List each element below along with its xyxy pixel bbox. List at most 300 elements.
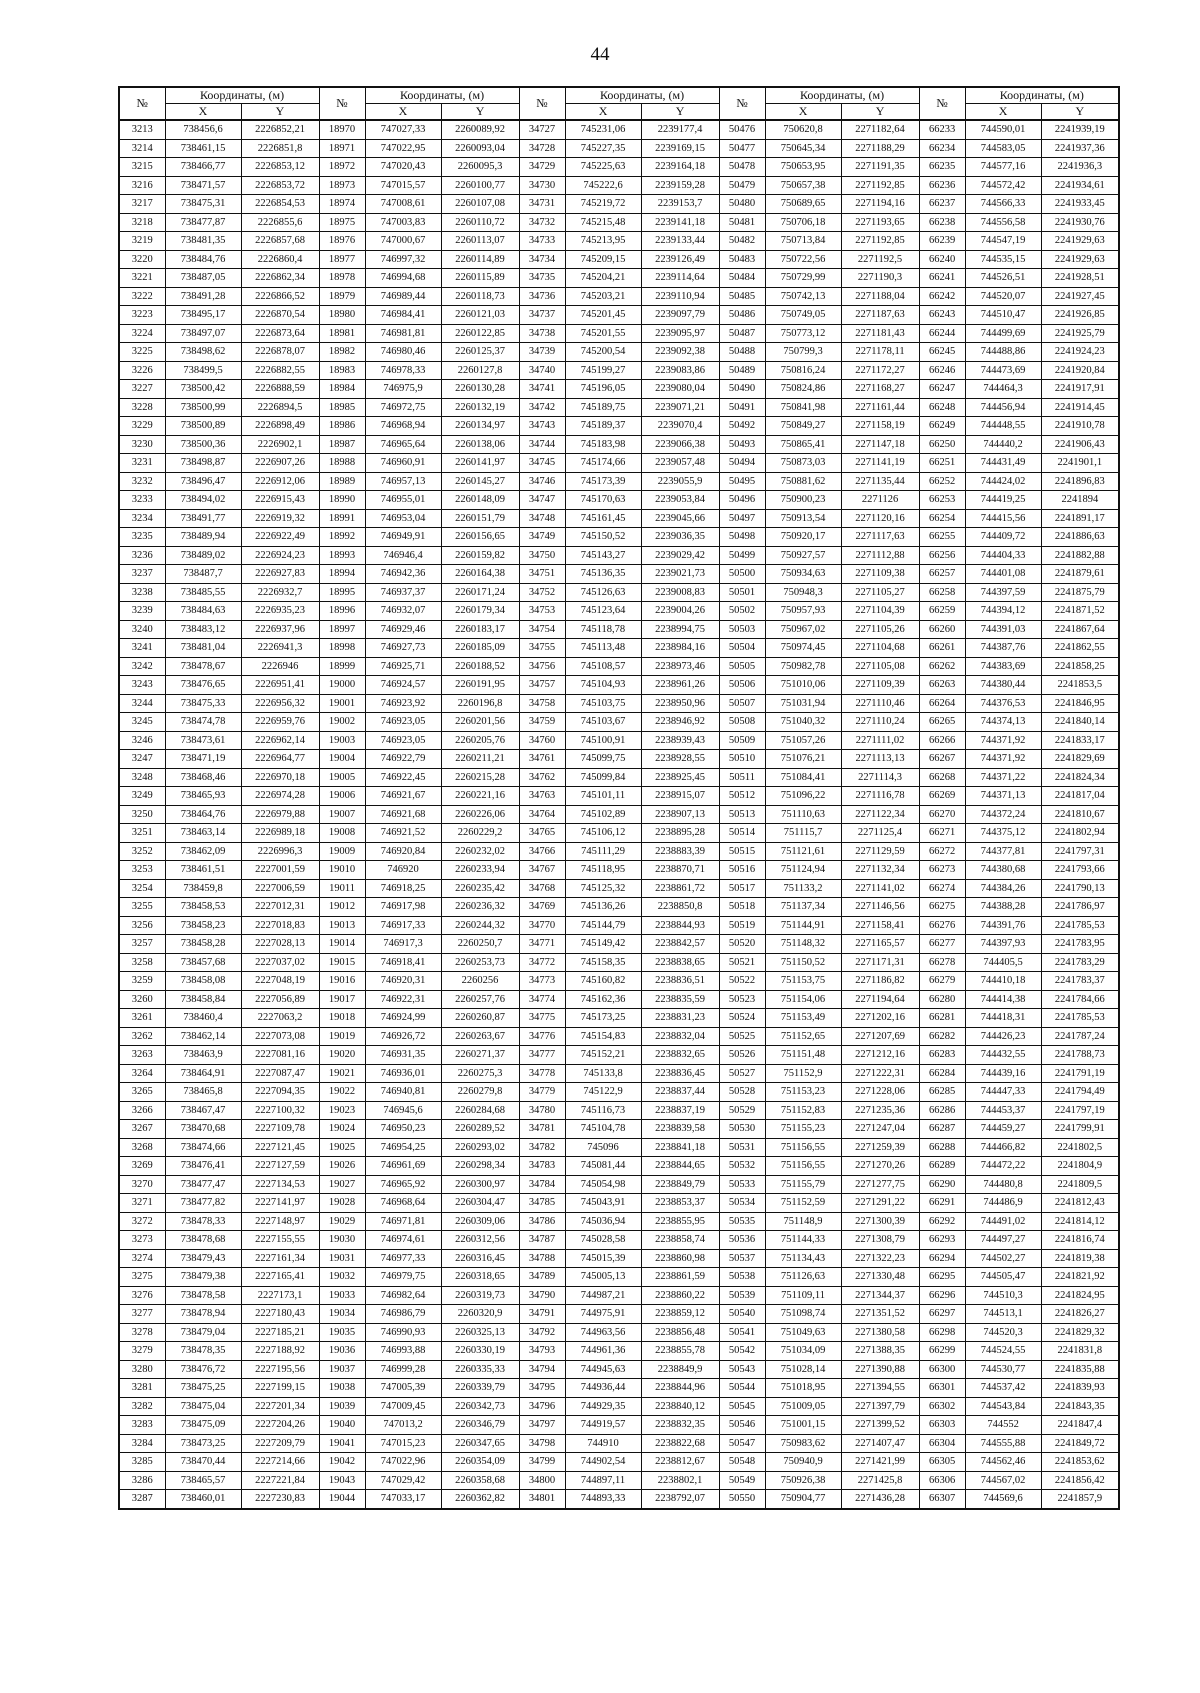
coord-y-cell: 2260179,34: [441, 602, 519, 621]
coord-x-cell: 751096,22: [765, 787, 841, 806]
point-number-cell: 18984: [319, 380, 365, 399]
point-number-cell: 66248: [919, 398, 965, 417]
coord-y-cell: 2238849,79: [641, 1175, 719, 1194]
header-num: №: [319, 87, 365, 120]
point-number-cell: 34794: [519, 1360, 565, 1379]
point-number-cell: 50512: [719, 787, 765, 806]
coord-x-cell: 738468,46: [165, 768, 241, 787]
coord-y-cell: 2241829,69: [1041, 750, 1119, 769]
coord-x-cell: 744929,35: [565, 1397, 641, 1416]
coord-x-cell: 745200,54: [565, 343, 641, 362]
coord-y-cell: 2239004,26: [641, 602, 719, 621]
coord-y-cell: 2271114,3: [841, 768, 919, 787]
point-number-cell: 34728: [519, 139, 565, 158]
coord-x-cell: 738487,7: [165, 565, 241, 584]
table-row: [119, 1434, 1119, 1453]
table-row: [119, 1157, 1119, 1176]
coord-x-cell: 747000,67: [365, 232, 441, 251]
point-number-cell: 34770: [519, 916, 565, 935]
point-number-cell: 18996: [319, 602, 365, 621]
coord-y-cell: 2239071,21: [641, 398, 719, 417]
coord-y-cell: 2241929,63: [1041, 250, 1119, 269]
point-number-cell: 3250: [119, 805, 165, 824]
point-number-cell: 18998: [319, 639, 365, 658]
point-number-cell: 3270: [119, 1175, 165, 1194]
coord-x-cell: 751155,79: [765, 1175, 841, 1194]
point-number-cell: 3245: [119, 713, 165, 732]
point-number-cell: 19009: [319, 842, 365, 861]
point-number-cell: 50549: [719, 1471, 765, 1490]
point-number-cell: 34739: [519, 343, 565, 362]
coord-y-cell: 2239110,94: [641, 287, 719, 306]
coord-y-cell: 2271171,31: [841, 953, 919, 972]
coord-x-cell: 746923,05: [365, 713, 441, 732]
table-row: [119, 1120, 1119, 1139]
coord-y-cell: 2226924,23: [241, 546, 319, 565]
coord-y-cell: 2260318,65: [441, 1268, 519, 1287]
point-number-cell: 50532: [719, 1157, 765, 1176]
coord-y-cell: 2238883,39: [641, 842, 719, 861]
coord-x-cell: 746972,75: [365, 398, 441, 417]
point-number-cell: 3272: [119, 1212, 165, 1231]
coord-y-cell: 2271111,02: [841, 731, 919, 750]
table-row: [119, 250, 1119, 269]
coord-x-cell: 751049,63: [765, 1323, 841, 1342]
coord-y-cell: 2238939,43: [641, 731, 719, 750]
coord-y-cell: 2238832,04: [641, 1027, 719, 1046]
coord-y-cell: 2226989,18: [241, 824, 319, 843]
coord-y-cell: 2226888,59: [241, 380, 319, 399]
point-number-cell: 3214: [119, 139, 165, 158]
coord-x-cell: 751076,21: [765, 750, 841, 769]
point-number-cell: 66263: [919, 676, 965, 695]
point-number-cell: 34745: [519, 454, 565, 473]
coord-y-cell: 2241783,95: [1041, 935, 1119, 954]
point-number-cell: 50496: [719, 491, 765, 510]
coord-x-cell: 738473,61: [165, 731, 241, 750]
point-number-cell: 19019: [319, 1027, 365, 1046]
coord-x-cell: 745215,48: [565, 213, 641, 232]
table-row: [119, 120, 1119, 139]
coord-y-cell: 2271104,39: [841, 602, 919, 621]
point-number-cell: 19002: [319, 713, 365, 732]
point-number-cell: 66277: [919, 935, 965, 954]
coord-x-cell: 744569,6: [965, 1490, 1041, 1509]
point-number-cell: 3268: [119, 1138, 165, 1157]
point-number-cell: 34781: [519, 1120, 565, 1139]
coord-y-cell: 2226941,3: [241, 639, 319, 658]
point-number-cell: 3247: [119, 750, 165, 769]
point-number-cell: 66302: [919, 1397, 965, 1416]
coord-x-cell: 738475,31: [165, 195, 241, 214]
coord-x-cell: 744414,38: [965, 990, 1041, 1009]
coord-x-cell: 738494,02: [165, 491, 241, 510]
point-number-cell: 66247: [919, 380, 965, 399]
table-row: [119, 953, 1119, 972]
coord-y-cell: 2227073,08: [241, 1027, 319, 1046]
point-number-cell: 18982: [319, 343, 365, 362]
coord-y-cell: 2241783,37: [1041, 972, 1119, 991]
coord-x-cell: 738498,87: [165, 454, 241, 473]
coord-y-cell: 2227209,79: [241, 1434, 319, 1453]
coord-y-cell: 2271407,47: [841, 1434, 919, 1453]
coord-y-cell: 2241917,91: [1041, 380, 1119, 399]
coord-y-cell: 2241846,95: [1041, 694, 1119, 713]
coord-x-cell: 744415,56: [965, 509, 1041, 528]
coord-x-cell: 750620,8: [765, 120, 841, 139]
point-number-cell: 3243: [119, 676, 165, 695]
coord-y-cell: 2239169,15: [641, 139, 719, 158]
coord-x-cell: 746989,44: [365, 287, 441, 306]
coord-x-cell: 745225,63: [565, 158, 641, 177]
coord-y-cell: 2241824,95: [1041, 1286, 1119, 1305]
coord-y-cell: 2226919,32: [241, 509, 319, 528]
coord-x-cell: 744524,55: [965, 1342, 1041, 1361]
coord-y-cell: 2271193,65: [841, 213, 919, 232]
point-number-cell: 34732: [519, 213, 565, 232]
coord-y-cell: 2238792,07: [641, 1490, 719, 1509]
point-number-cell: 34743: [519, 417, 565, 436]
point-number-cell: 18973: [319, 176, 365, 195]
coord-x-cell: 751110,63: [765, 805, 841, 824]
point-number-cell: 50501: [719, 583, 765, 602]
table-row: [119, 1397, 1119, 1416]
coord-x-cell: 746965,92: [365, 1175, 441, 1194]
coord-y-cell: 2260346,79: [441, 1416, 519, 1435]
table-row: [119, 1083, 1119, 1102]
point-number-cell: 19027: [319, 1175, 365, 1194]
coord-y-cell: 2241871,52: [1041, 602, 1119, 621]
coord-x-cell: 745173,25: [565, 1009, 641, 1028]
coord-x-cell: 747005,39: [365, 1379, 441, 1398]
coord-y-cell: 2226951,41: [241, 676, 319, 695]
coord-x-cell: 744910: [565, 1434, 641, 1453]
point-number-cell: 66237: [919, 195, 965, 214]
coord-x-cell: 746942,36: [365, 565, 441, 584]
point-number-cell: 66276: [919, 916, 965, 935]
coord-x-cell: 744526,51: [965, 269, 1041, 288]
coord-y-cell: 2238973,46: [641, 657, 719, 676]
coordinates-table: [118, 86, 1120, 1510]
coord-x-cell: 746925,71: [365, 657, 441, 676]
point-number-cell: 3217: [119, 195, 165, 214]
coord-y-cell: 2241882,88: [1041, 546, 1119, 565]
point-number-cell: 34734: [519, 250, 565, 269]
point-number-cell: 19012: [319, 898, 365, 917]
point-number-cell: 3225: [119, 343, 165, 362]
coord-y-cell: 2271192,85: [841, 176, 919, 195]
point-number-cell: 3267: [119, 1120, 165, 1139]
coord-y-cell: 2271178,11: [841, 343, 919, 362]
coord-x-cell: 750927,57: [765, 546, 841, 565]
point-number-cell: 66300: [919, 1360, 965, 1379]
point-number-cell: 19043: [319, 1471, 365, 1490]
coord-y-cell: 2271394,55: [841, 1379, 919, 1398]
point-number-cell: 50516: [719, 861, 765, 880]
header-x: X: [965, 104, 1041, 121]
coord-y-cell: 2226882,55: [241, 361, 319, 380]
coord-x-cell: 745189,75: [565, 398, 641, 417]
coord-y-cell: 2239153,7: [641, 195, 719, 214]
point-number-cell: 50518: [719, 898, 765, 917]
table-row: [119, 491, 1119, 510]
point-number-cell: 66286: [919, 1101, 965, 1120]
point-number-cell: 3279: [119, 1342, 165, 1361]
coord-x-cell: 744556,58: [965, 213, 1041, 232]
coord-x-cell: 746981,81: [365, 324, 441, 343]
table-row: [119, 454, 1119, 473]
point-number-cell: 34760: [519, 731, 565, 750]
coord-x-cell: 751109,11: [765, 1286, 841, 1305]
coord-x-cell: 744384,26: [965, 879, 1041, 898]
coord-y-cell: 2241787,24: [1041, 1027, 1119, 1046]
point-number-cell: 66249: [919, 417, 965, 436]
coord-x-cell: 751144,33: [765, 1231, 841, 1250]
coord-y-cell: 2271172,27: [841, 361, 919, 380]
point-number-cell: 18972: [319, 158, 365, 177]
table-row: [119, 861, 1119, 880]
coord-x-cell: 745144,79: [565, 916, 641, 935]
coord-y-cell: 2271194,16: [841, 195, 919, 214]
coord-x-cell: 747020,43: [365, 158, 441, 177]
coord-y-cell: 2271191,35: [841, 158, 919, 177]
coord-y-cell: 2241891,17: [1041, 509, 1119, 528]
table-row: [119, 287, 1119, 306]
coord-y-cell: 2226855,6: [241, 213, 319, 232]
table-row: [119, 990, 1119, 1009]
header-y: Y: [841, 104, 919, 121]
point-number-cell: 19014: [319, 935, 365, 954]
coord-x-cell: 745201,45: [565, 306, 641, 325]
coord-y-cell: 2238836,45: [641, 1064, 719, 1083]
coord-y-cell: 2238844,93: [641, 916, 719, 935]
point-number-cell: 50537: [719, 1249, 765, 1268]
coord-y-cell: 2241812,43: [1041, 1194, 1119, 1213]
point-number-cell: 18976: [319, 232, 365, 251]
coord-y-cell: 2260095,3: [441, 158, 519, 177]
coord-y-cell: 2260130,28: [441, 380, 519, 399]
coord-x-cell: 746926,72: [365, 1027, 441, 1046]
coord-y-cell: 2271165,57: [841, 935, 919, 954]
header-num: №: [519, 87, 565, 120]
point-number-cell: 50488: [719, 343, 765, 362]
coord-y-cell: 2238855,78: [641, 1342, 719, 1361]
coord-x-cell: 746949,91: [365, 528, 441, 547]
coord-x-cell: 750926,38: [765, 1471, 841, 1490]
coord-x-cell: 744464,3: [965, 380, 1041, 399]
coord-x-cell: 751144,91: [765, 916, 841, 935]
coord-y-cell: 2260232,02: [441, 842, 519, 861]
coord-x-cell: 746957,13: [365, 472, 441, 491]
coord-x-cell: 744376,53: [965, 694, 1041, 713]
point-number-cell: 3213: [119, 120, 165, 139]
table-row: [119, 528, 1119, 547]
point-number-cell: 50507: [719, 694, 765, 713]
point-number-cell: 19039: [319, 1397, 365, 1416]
coord-x-cell: 751134,43: [765, 1249, 841, 1268]
coord-y-cell: 2260320,9: [441, 1305, 519, 1324]
point-number-cell: 18977: [319, 250, 365, 269]
coord-x-cell: 744502,27: [965, 1249, 1041, 1268]
point-number-cell: 3227: [119, 380, 165, 399]
coord-y-cell: 2241821,92: [1041, 1268, 1119, 1287]
point-number-cell: 34790: [519, 1286, 565, 1305]
point-number-cell: 3229: [119, 417, 165, 436]
coord-y-cell: 2241927,45: [1041, 287, 1119, 306]
coord-x-cell: 745122,9: [565, 1083, 641, 1102]
coord-y-cell: 2241797,19: [1041, 1101, 1119, 1120]
coord-x-cell: 745099,75: [565, 750, 641, 769]
coord-y-cell: 2271330,48: [841, 1268, 919, 1287]
point-number-cell: 18979: [319, 287, 365, 306]
coord-y-cell: 2226964,77: [241, 750, 319, 769]
coord-y-cell: 2241862,55: [1041, 639, 1119, 658]
coord-x-cell: 750713,84: [765, 232, 841, 251]
coord-x-cell: 738477,82: [165, 1194, 241, 1213]
point-number-cell: 66253: [919, 491, 965, 510]
table-row: [119, 842, 1119, 861]
coord-y-cell: 2241839,93: [1041, 1379, 1119, 1398]
coord-x-cell: 747003,83: [365, 213, 441, 232]
coord-y-cell: 2227199,15: [241, 1379, 319, 1398]
table-row: [119, 676, 1119, 695]
coord-x-cell: 738466,77: [165, 158, 241, 177]
point-number-cell: 66278: [919, 953, 965, 972]
coord-x-cell: 746918,41: [365, 953, 441, 972]
coord-y-cell: 2226970,18: [241, 768, 319, 787]
point-number-cell: 18989: [319, 472, 365, 491]
point-number-cell: 19038: [319, 1379, 365, 1398]
point-number-cell: 66288: [919, 1138, 965, 1157]
coord-y-cell: 2238961,26: [641, 676, 719, 695]
coord-y-cell: 2241849,72: [1041, 1434, 1119, 1453]
point-number-cell: 3220: [119, 250, 165, 269]
coord-x-cell: 738473,25: [165, 1434, 241, 1453]
header-x: X: [165, 104, 241, 121]
point-number-cell: 66279: [919, 972, 965, 991]
coord-x-cell: 745152,21: [565, 1046, 641, 1065]
coord-y-cell: 2238832,35: [641, 1416, 719, 1435]
coord-y-cell: 2260221,16: [441, 787, 519, 806]
point-number-cell: 34778: [519, 1064, 565, 1083]
coord-y-cell: 2226937,96: [241, 620, 319, 639]
coord-x-cell: 751150,52: [765, 953, 841, 972]
coord-x-cell: 738460,01: [165, 1490, 241, 1509]
coord-x-cell: 746946,4: [365, 546, 441, 565]
coord-x-cell: 744405,5: [965, 953, 1041, 972]
coord-x-cell: 750920,17: [765, 528, 841, 547]
table-row: [119, 1453, 1119, 1472]
point-number-cell: 50544: [719, 1379, 765, 1398]
coord-x-cell: 738475,09: [165, 1416, 241, 1435]
point-number-cell: 19033: [319, 1286, 365, 1305]
coord-x-cell: 745015,39: [565, 1249, 641, 1268]
coord-y-cell: 2239066,38: [641, 435, 719, 454]
point-number-cell: 3238: [119, 583, 165, 602]
coord-y-cell: 2260191,95: [441, 676, 519, 695]
point-number-cell: 34729: [519, 158, 565, 177]
table-row: [119, 1009, 1119, 1028]
coord-x-cell: 744543,84: [965, 1397, 1041, 1416]
point-number-cell: 34727: [519, 120, 565, 139]
coord-y-cell: 2260312,56: [441, 1231, 519, 1250]
coord-x-cell: 744371,22: [965, 768, 1041, 787]
coord-y-cell: 2227127,59: [241, 1157, 319, 1176]
table-row: [119, 380, 1119, 399]
coord-x-cell: 746924,99: [365, 1009, 441, 1028]
coord-x-cell: 738465,57: [165, 1471, 241, 1490]
point-number-cell: 18975: [319, 213, 365, 232]
coord-x-cell: 744473,69: [965, 361, 1041, 380]
coord-y-cell: 2260164,38: [441, 565, 519, 584]
coord-y-cell: 2226862,34: [241, 269, 319, 288]
point-number-cell: 3248: [119, 768, 165, 787]
point-number-cell: 66280: [919, 990, 965, 1009]
point-number-cell: 34731: [519, 195, 565, 214]
table-row: [119, 1101, 1119, 1120]
point-number-cell: 66252: [919, 472, 965, 491]
point-number-cell: 19017: [319, 990, 365, 1009]
coord-y-cell: 2241930,76: [1041, 213, 1119, 232]
point-number-cell: 50541: [719, 1323, 765, 1342]
coord-x-cell: 751057,26: [765, 731, 841, 750]
point-number-cell: 50533: [719, 1175, 765, 1194]
point-number-cell: 34792: [519, 1323, 565, 1342]
point-number-cell: 3260: [119, 990, 165, 1009]
point-number-cell: 19013: [319, 916, 365, 935]
point-number-cell: 3240: [119, 620, 165, 639]
point-number-cell: 3256: [119, 916, 165, 935]
coord-x-cell: 745096: [565, 1138, 641, 1157]
coord-x-cell: 746917,3: [365, 935, 441, 954]
coord-x-cell: 738476,65: [165, 676, 241, 695]
point-number-cell: 66240: [919, 250, 965, 269]
coord-y-cell: 2241867,64: [1041, 620, 1119, 639]
point-number-cell: 50536: [719, 1231, 765, 1250]
table-row: [119, 1175, 1119, 1194]
coord-x-cell: 745106,12: [565, 824, 641, 843]
coord-x-cell: 738456,6: [165, 120, 241, 139]
coord-y-cell: 2260260,87: [441, 1009, 519, 1028]
point-number-cell: 50527: [719, 1064, 765, 1083]
coord-y-cell: 2238925,45: [641, 768, 719, 787]
coord-y-cell: 2227012,31: [241, 898, 319, 917]
coord-x-cell: 750749,05: [765, 306, 841, 325]
table-row: [119, 361, 1119, 380]
point-number-cell: 34786: [519, 1212, 565, 1231]
point-number-cell: 50540: [719, 1305, 765, 1324]
point-number-cell: 50486: [719, 306, 765, 325]
coord-x-cell: 744488,86: [965, 343, 1041, 362]
point-number-cell: 34772: [519, 953, 565, 972]
coord-x-cell: 751151,48: [765, 1046, 841, 1065]
table-row: [119, 657, 1119, 676]
point-number-cell: 3274: [119, 1249, 165, 1268]
point-number-cell: 66270: [919, 805, 965, 824]
point-number-cell: 3236: [119, 546, 165, 565]
coord-y-cell: 2227134,53: [241, 1175, 319, 1194]
point-number-cell: 3235: [119, 528, 165, 547]
coord-x-cell: 738500,89: [165, 417, 241, 436]
coord-y-cell: 2271194,64: [841, 990, 919, 1009]
table-row: [119, 1305, 1119, 1324]
point-number-cell: 66283: [919, 1046, 965, 1065]
coord-y-cell: 2241824,34: [1041, 768, 1119, 787]
coord-y-cell: 2226898,49: [241, 417, 319, 436]
coord-y-cell: 2271147,18: [841, 435, 919, 454]
coord-x-cell: 745103,67: [565, 713, 641, 732]
coord-y-cell: 2260127,8: [441, 361, 519, 380]
